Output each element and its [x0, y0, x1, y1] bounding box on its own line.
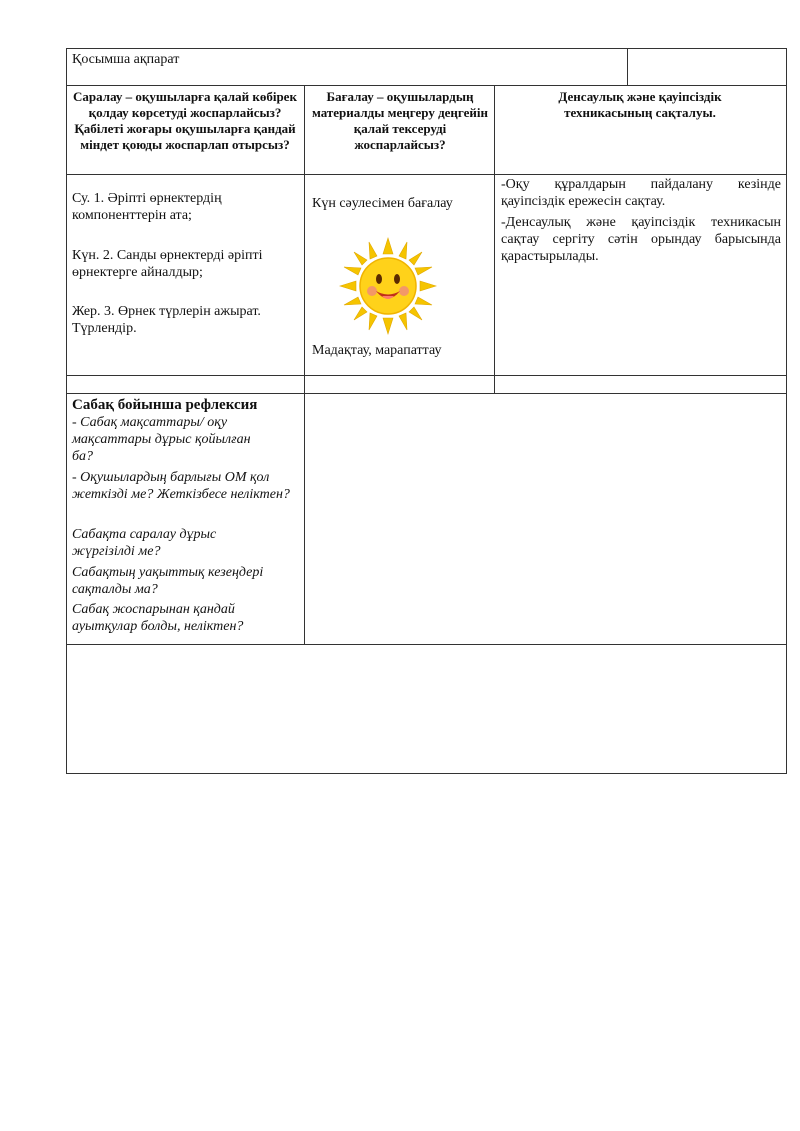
header-differentiation: Саралау – оқушыларға қалай көбірек қолдау көрсетуді жоспарлайсыз? Қабілеті жоғары оқушыларға қандай міндет қоюды жоспарлап отырсыз? [73, 89, 297, 152]
task-item-3: Жер. 3. Өрнек түрлерін ажырат. Түрлендір. [72, 304, 261, 336]
header-health-safety: Денсаулық және қауіпсіздік техникасының сақталуы. [558, 89, 722, 120]
task-item-2: Күн. 2. Санды өрнектерді әріпті өрнектерге айналдыр; [72, 248, 263, 280]
task-item-1: Су. 1. Әріпті өрнектердің компоненттерін ата; [72, 191, 222, 223]
reflection-line-4: Сабақтың уақыттық кезеңдері сақталды ма? [72, 565, 264, 597]
reflection-line-3: Сабақта саралау дұрыс жүргізілді ме? [72, 527, 217, 559]
assessment-praise: Мадақтау, марапаттау [312, 343, 442, 358]
smiling-sun-icon [338, 236, 438, 336]
safety-item-1: -Оқу құралдарын пайдалану кезінде қауіпсіздік ережесін сақтау. [501, 177, 781, 209]
additional-info-label: Қосымша ақпарат [72, 52, 180, 67]
assessment-method: Күн сәулесімен бағалау [312, 196, 453, 211]
reflection-line-2: - Оқушылардың барлығы ОМ қол жеткізді ме? Жеткізбесе неліктен? [72, 470, 290, 502]
header-assessment: Бағалау – оқушылардың материалды меңгеру деңгейін қалай тексеруді жоспарлайсыз? [311, 89, 489, 152]
safety-item-2: -Денсаулық және қауіпсіздік техникасын сақтау сергіту сәтін орындау барысында қарастырылады. [501, 215, 781, 264]
reflection-line-1: - Сабақ мақсаттары/ оқу мақсаттары дұрыс қойылған ба? [72, 415, 251, 464]
reflection-title: Сабақ бойынша рефлексия [72, 397, 258, 413]
reflection-line-5: Сабақ жоспарынан қандай ауытқулар болды, неліктен? [72, 602, 244, 634]
